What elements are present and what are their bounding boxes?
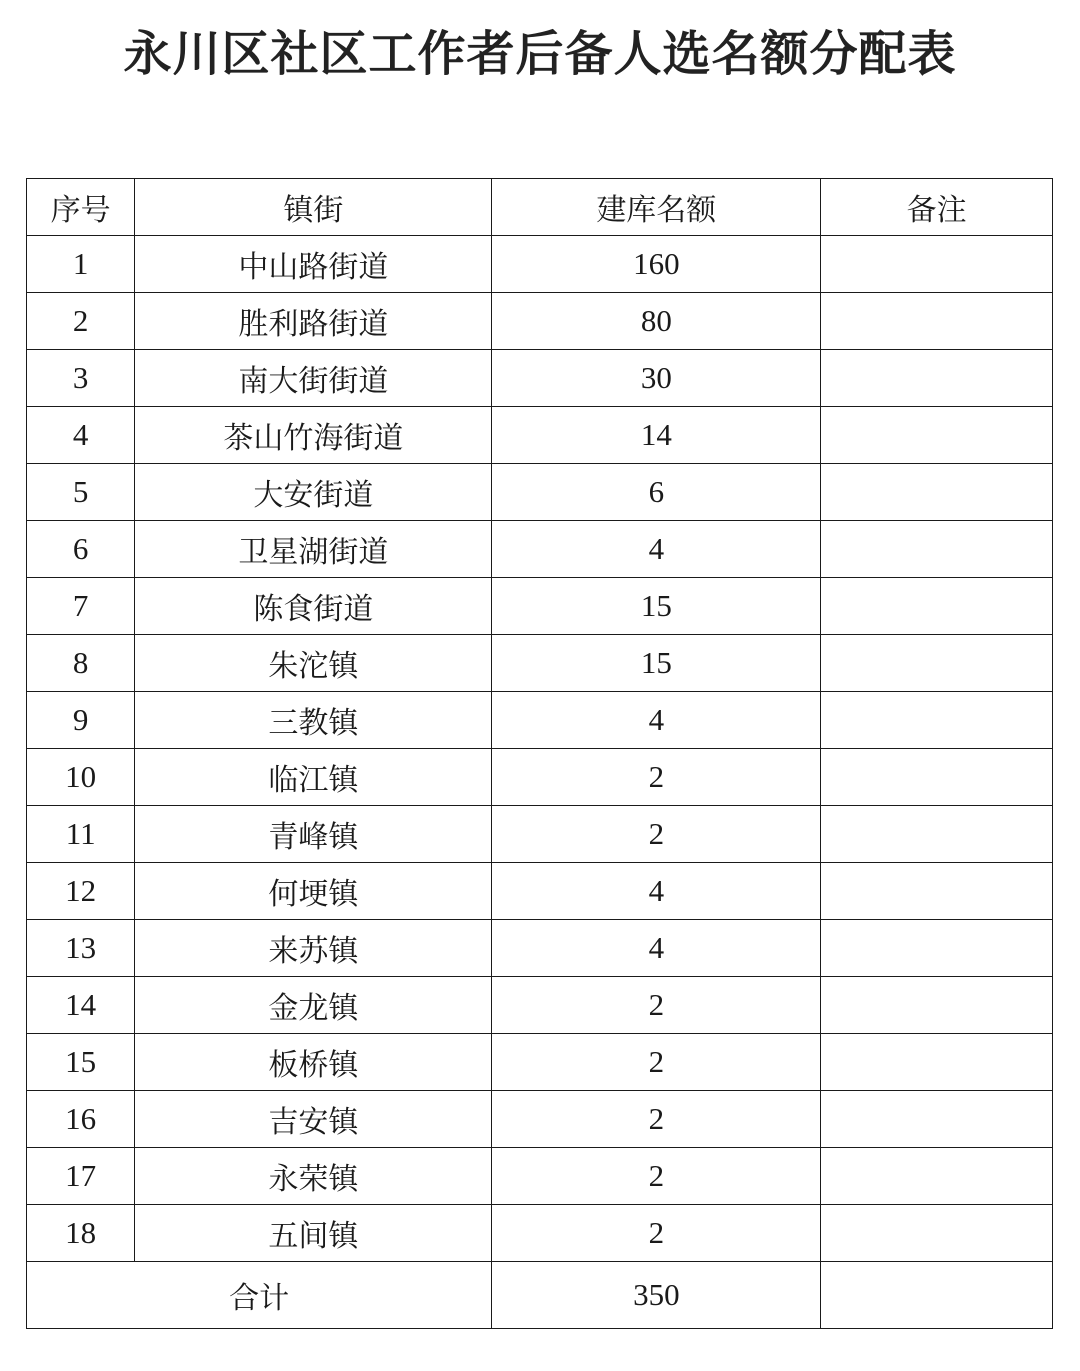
row-quota: 30 [492, 350, 821, 407]
row-index: 4 [27, 407, 135, 464]
row-town: 金龙镇 [135, 977, 492, 1034]
table-row [27, 1148, 1053, 1205]
row-note [821, 464, 1053, 521]
header-quota: 建库名额 [492, 179, 821, 236]
row-town: 三教镇 [135, 692, 492, 749]
row-town: 茶山竹海街道 [135, 407, 492, 464]
row-note [821, 806, 1053, 863]
quota-table [26, 178, 1053, 1329]
row-index: 15 [27, 1034, 135, 1091]
row-quota: 15 [492, 635, 821, 692]
row-index: 13 [27, 920, 135, 977]
table-row [27, 1034, 1053, 1091]
row-note [821, 578, 1053, 635]
row-quota: 2 [492, 1148, 821, 1205]
row-note [821, 635, 1053, 692]
row-note [821, 236, 1053, 293]
row-index: 2 [27, 293, 135, 350]
table-row [27, 236, 1053, 293]
row-quota: 2 [492, 1091, 821, 1148]
header-row [27, 179, 1053, 236]
row-quota: 6 [492, 464, 821, 521]
row-note [821, 1205, 1053, 1262]
row-quota: 2 [492, 749, 821, 806]
table-row [27, 806, 1053, 863]
row-index: 12 [27, 863, 135, 920]
row-index: 5 [27, 464, 135, 521]
row-town: 中山路街道 [135, 236, 492, 293]
row-index: 18 [27, 1205, 135, 1262]
row-quota: 2 [492, 1034, 821, 1091]
table-row [27, 1205, 1053, 1262]
row-index: 17 [27, 1148, 135, 1205]
row-quota: 2 [492, 977, 821, 1034]
row-town: 何埂镇 [135, 863, 492, 920]
table-header [27, 179, 1053, 236]
total-note [821, 1262, 1053, 1329]
row-note [821, 1091, 1053, 1148]
row-town: 吉安镇 [135, 1091, 492, 1148]
row-quota: 4 [492, 692, 821, 749]
total-value: 350 [492, 1262, 821, 1329]
row-town: 临江镇 [135, 749, 492, 806]
table-row [27, 863, 1053, 920]
row-index: 14 [27, 977, 135, 1034]
row-index: 8 [27, 635, 135, 692]
table-row [27, 293, 1053, 350]
table-row [27, 407, 1053, 464]
total-row [27, 1262, 1053, 1329]
table-row [27, 350, 1053, 407]
table-row [27, 977, 1053, 1034]
row-quota: 160 [492, 236, 821, 293]
table-row [27, 1091, 1053, 1148]
row-town: 南大街街道 [135, 350, 492, 407]
row-town: 胜利路街道 [135, 293, 492, 350]
row-note [821, 1034, 1053, 1091]
row-index: 3 [27, 350, 135, 407]
row-quota: 15 [492, 578, 821, 635]
row-quota: 4 [492, 521, 821, 578]
row-note [821, 350, 1053, 407]
page-title: 永川区社区工作者后备人选名额分配表 [123, 26, 957, 82]
row-note [821, 1148, 1053, 1205]
row-quota: 2 [492, 806, 821, 863]
row-index: 9 [27, 692, 135, 749]
row-index: 11 [27, 806, 135, 863]
table-row [27, 749, 1053, 806]
row-town: 朱沱镇 [135, 635, 492, 692]
row-town: 陈食街道 [135, 578, 492, 635]
table-row [27, 464, 1053, 521]
table-row [27, 635, 1053, 692]
row-note [821, 692, 1053, 749]
row-note [821, 293, 1053, 350]
row-town: 卫星湖街道 [135, 521, 492, 578]
row-index: 10 [27, 749, 135, 806]
row-town: 大安街道 [135, 464, 492, 521]
row-note [821, 920, 1053, 977]
table-row [27, 692, 1053, 749]
row-index: 1 [27, 236, 135, 293]
row-index: 7 [27, 578, 135, 635]
row-town: 青峰镇 [135, 806, 492, 863]
row-quota: 4 [492, 920, 821, 977]
table-row [27, 578, 1053, 635]
header-index: 序号 [27, 179, 135, 236]
row-town: 来苏镇 [135, 920, 492, 977]
row-town: 板桥镇 [135, 1034, 492, 1091]
table-body [27, 236, 1053, 1329]
row-quota: 2 [492, 1205, 821, 1262]
row-note [821, 407, 1053, 464]
row-note [821, 521, 1053, 578]
row-town: 五间镇 [135, 1205, 492, 1262]
row-note [821, 977, 1053, 1034]
row-note [821, 863, 1053, 920]
row-index: 16 [27, 1091, 135, 1148]
row-quota: 80 [492, 293, 821, 350]
total-label: 合计 [27, 1262, 492, 1329]
row-quota: 4 [492, 863, 821, 920]
row-note [821, 749, 1053, 806]
table-row [27, 521, 1053, 578]
row-town: 永荣镇 [135, 1148, 492, 1205]
row-quota: 14 [492, 407, 821, 464]
row-index: 6 [27, 521, 135, 578]
header-note: 备注 [821, 179, 1053, 236]
table-row [27, 920, 1053, 977]
header-town: 镇街 [135, 179, 492, 236]
